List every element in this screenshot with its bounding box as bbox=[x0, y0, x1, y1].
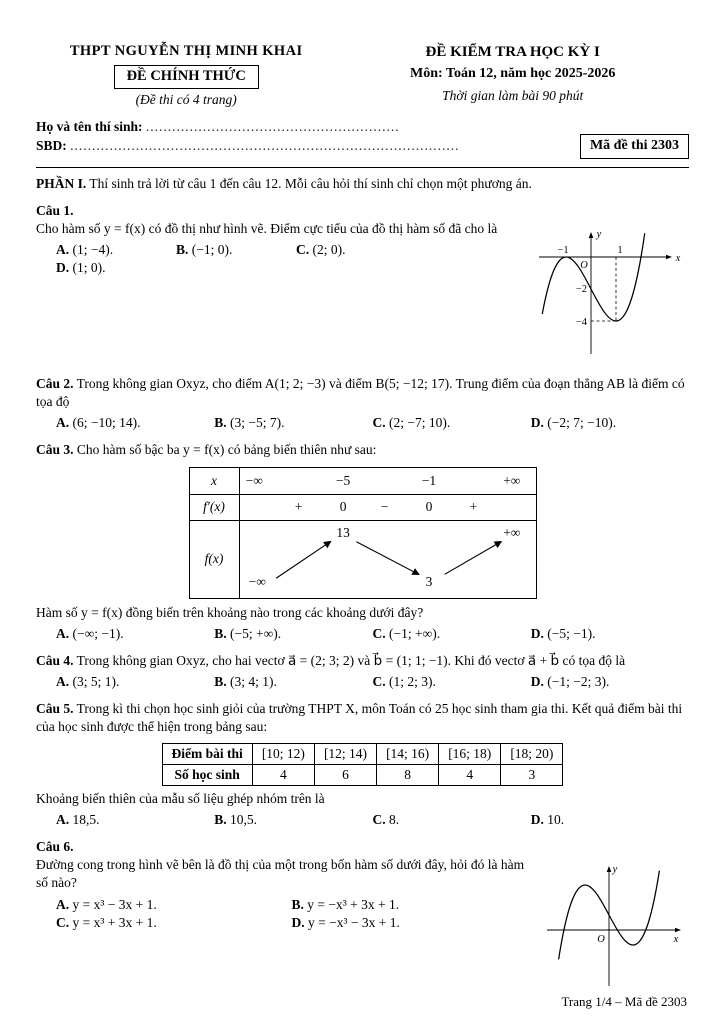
part1-title: PHẦN I. bbox=[36, 176, 87, 192]
option-letter: C. bbox=[372, 812, 386, 828]
header-left bbox=[36, 42, 336, 109]
q6-option-d bbox=[292, 914, 528, 932]
student-ident-row bbox=[36, 117, 689, 155]
option-letter: C. bbox=[372, 673, 386, 689]
official-exam-stamp: ĐỀ CHÍNH THỨC bbox=[114, 65, 259, 88]
option-text: 10. bbox=[547, 812, 565, 828]
page-footer: Trang 1/4 – Mã đề 2303 bbox=[561, 993, 687, 1009]
q6-option-a bbox=[56, 896, 292, 914]
option-text: y = x³ − 3x + 1. bbox=[72, 896, 157, 912]
option-letter: A. bbox=[56, 896, 70, 912]
arrow-up-icon bbox=[276, 541, 330, 578]
q2-option-c bbox=[373, 414, 531, 432]
interval-cell: [18; 20) bbox=[501, 744, 563, 765]
variation-arrows bbox=[240, 521, 536, 598]
q4-option-a bbox=[56, 673, 214, 691]
option-text: (2; −7; 10). bbox=[389, 415, 451, 431]
pages-note: (Đề thi có 4 trang) bbox=[135, 91, 237, 107]
option-text: 10,5. bbox=[230, 812, 258, 828]
q4-option-b bbox=[214, 673, 372, 691]
q6-option-c bbox=[56, 914, 292, 932]
option-letter: B. bbox=[214, 625, 227, 641]
q4-option-d bbox=[531, 673, 689, 691]
tick-label-minus2: −2 bbox=[575, 284, 587, 296]
sbd-blank: ......................................................................................... bbox=[70, 138, 460, 153]
sign: + bbox=[469, 499, 478, 515]
school-name: THPT NGUYỄN THỊ MINH KHAI bbox=[69, 43, 303, 59]
tick-label-1: 1 bbox=[617, 245, 623, 257]
variation-row-x bbox=[190, 468, 536, 494]
option-letter: D. bbox=[530, 673, 544, 689]
sbd-label: SBD: bbox=[36, 138, 67, 153]
arrow-down-icon bbox=[356, 541, 418, 574]
option-text: y = −x³ + 3x + 1. bbox=[307, 896, 400, 912]
q3-option-d bbox=[531, 625, 689, 643]
header-right bbox=[336, 42, 689, 109]
f-limit-right: +∞ bbox=[503, 524, 521, 540]
option-text: (−1; 0). bbox=[191, 242, 233, 258]
row-label-f: f(x) bbox=[190, 521, 240, 598]
q1-text: Cho hàm số y = f(x) có đồ thị như hình vẽ. Điểm cực tiểu của đồ thị hàm số đã cho là bbox=[36, 221, 498, 237]
student-name-label: Họ và tên thí sinh: bbox=[36, 118, 143, 134]
exam-code-box: Mã đề thi 2303 bbox=[580, 134, 689, 159]
question-1 bbox=[36, 202, 689, 366]
q1-option-c bbox=[296, 241, 416, 259]
q6-text: Đường cong trong hình vẽ bên là đồ thị của một trong bốn hàm số dưới đây, hỏi đó là hàm số nào? bbox=[36, 857, 525, 891]
f-local-min: 3 bbox=[425, 574, 433, 590]
option-text: (3; 4; 1). bbox=[230, 673, 277, 689]
x-axis-arrow-icon bbox=[666, 255, 672, 260]
q2-label: Câu 2. bbox=[36, 376, 74, 392]
q5-label: Câu 5. bbox=[36, 700, 74, 716]
option-text: (−1; +∞). bbox=[389, 625, 441, 641]
option-letter: B. bbox=[214, 673, 227, 689]
part1-heading bbox=[36, 175, 689, 193]
f-limit-left: −∞ bbox=[248, 574, 266, 590]
count-cell: 3 bbox=[501, 765, 563, 786]
duration-line: Thời gian làm bài 90 phút bbox=[442, 87, 584, 103]
option-letter: B. bbox=[214, 812, 227, 828]
interval-cell: [12; 14) bbox=[314, 744, 376, 765]
option-text: (3; 5; 1). bbox=[72, 673, 120, 689]
count-cell: 4 bbox=[439, 765, 501, 786]
interval-cell: [16; 18) bbox=[439, 744, 501, 765]
q2-statement: Trong không gian Oxyz, cho điểm A(1; 2; −3) và điểm B(5; −12; 17). Trung điểm của đoạn thẳng AB là điểm có tọa độ bbox=[36, 376, 685, 410]
option-letter: D. bbox=[56, 260, 70, 276]
y-axis-label: y bbox=[612, 864, 618, 876]
sbd-line bbox=[36, 137, 460, 155]
question-6 bbox=[36, 838, 689, 992]
option-letter: C. bbox=[372, 625, 386, 641]
option-letter: B. bbox=[214, 415, 227, 431]
q1-label: Câu 1. bbox=[36, 203, 74, 219]
q4-label: Câu 4. bbox=[36, 652, 74, 668]
option-letter: C. bbox=[372, 415, 386, 431]
q3-option-a bbox=[56, 625, 214, 643]
option-text: y = x³ + 3x + 1. bbox=[72, 914, 157, 930]
question-3 bbox=[36, 441, 689, 642]
interval-cell: [10; 12) bbox=[252, 744, 314, 765]
student-name-blank: .......................................................... bbox=[145, 118, 400, 134]
x-axis-arrow-icon bbox=[675, 928, 681, 933]
x-axis-label: x bbox=[673, 934, 679, 946]
q6-label: Câu 6. bbox=[36, 839, 74, 855]
variation-row-fprime bbox=[190, 494, 536, 520]
option-letter: A. bbox=[56, 673, 70, 689]
option-text: (3; −5; 7). bbox=[230, 415, 285, 431]
option-letter: D. bbox=[291, 914, 305, 930]
option-text: (6; −10; 14). bbox=[72, 415, 141, 431]
q5-question: Khoảng biến thiên của mẫu số liệu ghép nhóm trên là bbox=[36, 791, 325, 807]
option-letter: D. bbox=[530, 415, 544, 431]
q3-statement: Cho hàm số bậc ba y = f(x) có bảng biến thiên như sau: bbox=[76, 442, 377, 458]
count-row-label: Số học sinh bbox=[162, 765, 252, 786]
sign: + bbox=[294, 499, 303, 515]
y-axis-label: y bbox=[596, 229, 602, 241]
x-values bbox=[240, 468, 536, 494]
option-letter: C. bbox=[296, 242, 310, 258]
sign: 0 bbox=[339, 499, 347, 515]
q5-option-c bbox=[373, 811, 531, 829]
option-letter: A. bbox=[56, 812, 70, 828]
count-cell: 8 bbox=[377, 765, 439, 786]
x-value: −1 bbox=[421, 472, 437, 488]
q3-options bbox=[36, 625, 689, 643]
tick-label-minus1: −1 bbox=[557, 245, 569, 257]
option-text: 8. bbox=[389, 812, 400, 828]
exam-title: ĐỀ KIỂM TRA HỌC KỲ I bbox=[425, 44, 600, 60]
option-text: (−5; +∞). bbox=[230, 625, 282, 641]
x-value: −5 bbox=[335, 472, 351, 488]
cubic-graph-q6 bbox=[537, 858, 689, 990]
q3-option-c bbox=[373, 625, 531, 643]
option-letter: B. bbox=[291, 896, 304, 912]
score-row-label: Điểm bài thi bbox=[162, 744, 252, 765]
q2-option-a bbox=[56, 414, 214, 432]
q1-option-d bbox=[56, 259, 176, 277]
q6-options bbox=[36, 896, 527, 932]
q1-option-a bbox=[56, 241, 176, 259]
x-value: −∞ bbox=[245, 472, 263, 488]
y-axis-arrow-icon bbox=[589, 232, 594, 238]
option-text: (2; 0). bbox=[312, 242, 346, 258]
q6-option-b bbox=[292, 896, 528, 914]
q4-statement: Trong không gian Oxyz, cho hai vectơ a⃗ = (2; 3; 2) và b⃗ = (1; 1; −1). Khi đó vectơ a⃗ + b⃗ có tọa độ là bbox=[76, 652, 626, 668]
q4-text bbox=[36, 652, 689, 670]
option-text: (−2; 7; −10). bbox=[547, 415, 617, 431]
fprime-signs bbox=[240, 495, 536, 520]
option-letter: A. bbox=[56, 415, 70, 431]
question-5 bbox=[36, 700, 689, 829]
q2-option-b bbox=[214, 414, 372, 432]
count-cell: 4 bbox=[252, 765, 314, 786]
q4-option-c bbox=[373, 673, 531, 691]
q5-options bbox=[36, 811, 689, 829]
option-text: (−1; −2; 3). bbox=[547, 673, 610, 689]
variation-table bbox=[189, 467, 537, 599]
q3-question: Hàm số y = f(x) đồng biến trên khoảng nào trong các khoảng dưới đây? bbox=[36, 604, 424, 620]
student-ident-fields bbox=[36, 117, 460, 155]
q5-statement: Trong kì thi chọn học sinh giỏi của trường THPT X, môn Toán có 25 học sinh tham gia thi. Kết quả điểm bài thi của học sinh được thể hiện trong bảng sau: bbox=[36, 700, 683, 734]
option-letter: C. bbox=[56, 914, 70, 930]
option-letter: D. bbox=[530, 812, 544, 828]
q3-option-b bbox=[214, 625, 372, 643]
count-cell: 6 bbox=[314, 765, 376, 786]
score-table bbox=[162, 743, 564, 786]
q2-text bbox=[36, 375, 689, 411]
sign: 0 bbox=[425, 499, 433, 515]
q5-option-a bbox=[56, 811, 214, 829]
option-text: (1; −4). bbox=[72, 242, 114, 258]
origin-label: O bbox=[597, 934, 605, 946]
cubic-graph-q1 bbox=[521, 222, 689, 364]
sign: − bbox=[380, 499, 389, 515]
origin-label: O bbox=[580, 260, 588, 272]
q2-options bbox=[36, 414, 689, 432]
header bbox=[36, 42, 689, 109]
option-text: y = −x³ − 3x + 1. bbox=[308, 914, 400, 930]
q2-option-d bbox=[531, 414, 689, 432]
q3-text bbox=[36, 441, 689, 459]
x-value: +∞ bbox=[503, 472, 521, 488]
option-text: (−5; −1). bbox=[547, 625, 596, 641]
row-label-x: x bbox=[190, 468, 240, 494]
q3-label: Câu 3. bbox=[36, 442, 74, 458]
y-axis-arrow-icon bbox=[607, 866, 612, 872]
f-variation bbox=[240, 521, 536, 598]
option-text: (1; 2; 3). bbox=[389, 673, 436, 689]
score-table-header-row bbox=[162, 744, 563, 765]
x-axis-label: x bbox=[675, 253, 681, 265]
option-letter: A. bbox=[56, 625, 70, 641]
question-2 bbox=[36, 375, 689, 432]
student-name-line bbox=[36, 118, 460, 136]
interval-cell: [14; 16) bbox=[377, 744, 439, 765]
q1-option-b bbox=[176, 241, 296, 259]
q5-option-d bbox=[531, 811, 689, 829]
row-label-fprime: f′(x) bbox=[190, 495, 240, 520]
option-letter: B. bbox=[176, 242, 189, 258]
option-text: (−∞; −1). bbox=[72, 625, 124, 641]
q5-text bbox=[36, 700, 689, 736]
part1-instruction: Thí sinh trả lời từ câu 1 đến câu 12. Mỗi câu hỏi thí sinh chỉ chọn một phương án. bbox=[89, 176, 532, 192]
option-text: (1; 0). bbox=[72, 260, 106, 276]
q1-options bbox=[36, 241, 511, 277]
q5-option-b bbox=[214, 811, 372, 829]
q4-options bbox=[36, 673, 689, 691]
score-table-count-row bbox=[162, 765, 563, 786]
subject-line: Môn: Toán 12, năm học 2025-2026 bbox=[410, 66, 616, 82]
header-divider bbox=[36, 167, 689, 168]
f-local-max: 13 bbox=[336, 524, 350, 540]
arrow-up-icon bbox=[444, 541, 500, 574]
option-text: 18,5. bbox=[72, 812, 100, 828]
option-letter: A. bbox=[56, 242, 70, 258]
tick-label-minus4: −4 bbox=[575, 317, 587, 329]
question-4 bbox=[36, 652, 689, 691]
variation-row-f bbox=[190, 520, 536, 598]
option-letter: D. bbox=[530, 625, 544, 641]
